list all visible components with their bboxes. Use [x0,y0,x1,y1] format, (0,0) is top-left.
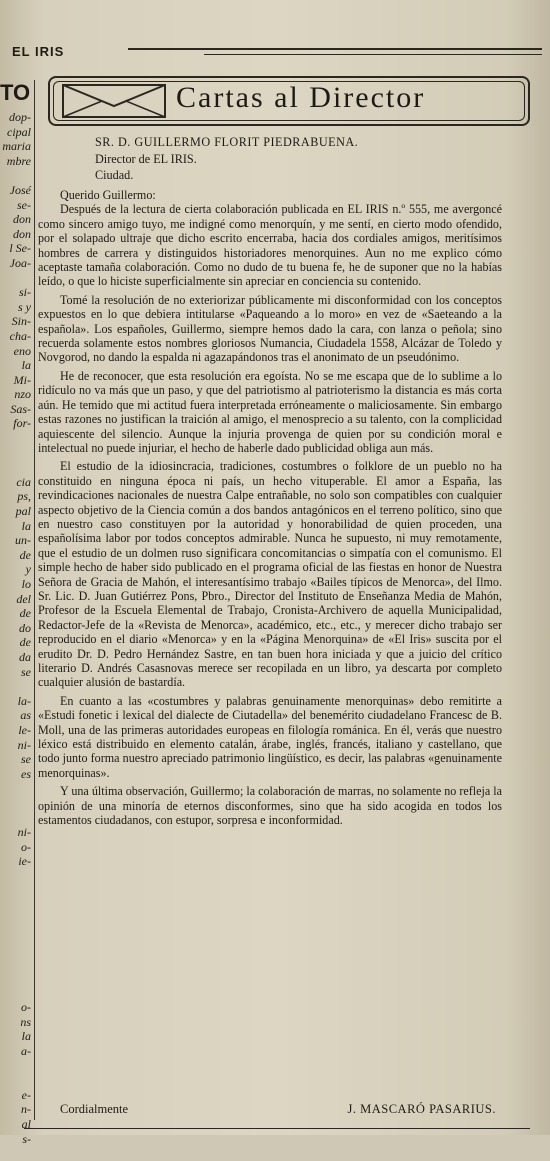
column-fragment-line [0,460,34,475]
column-fragment-line [0,942,34,957]
column-fragment-line [0,431,34,446]
column-fragment-line [0,1073,34,1088]
column-fragment-line: e- [21,1087,31,1102]
column-fragment-line: ie- [18,854,31,869]
envelope-icon [62,84,166,118]
section-title: Cartas al Director [176,81,426,114]
masthead [8,40,542,62]
column-fragment-line: le- [18,722,31,737]
column-fragment-line [0,927,34,942]
column-fragment-line: cia [16,474,31,489]
column-fragment-line: maria [2,139,31,154]
adjacent-column-heading: TO [0,80,31,105]
column-fragment-line: ni- [17,737,31,752]
column-fragment-line: se- [17,197,31,212]
column-fragment-line [0,883,34,898]
letter-paragraph: El estudio de la idiosincracia, tradiciones, costumbres o folklore de un pueblo no ha constituido en ninguna época ni país, un hecho vituperable. El amor a España, las revindicaciones nacionales de nuestra Calpe entrañable, no solo son compatibles con cualquier aspecto objetivo de la Ciencia común a dos bandos antagónicos en el terreno político, sino que en nuestro caso constituyen por la autoridad y honorabilidad de quien proceden, una españolísima labor por todos conceptos admirable. Nunca he supuesto, ni muy remotamente, que el estudio de un dolmen ruso significara concomitancias o simpatía con el comunismo. El simple hecho de haber sido publicado en el programa oficial de las fiestas en honor de Nuestra Señora de Gracia de Mahón, el interesantísimo trabajo «Bailes típicos de Menorca», del Ilmo. Sr. Lic. D. Juan Gutiérrez Pons, Pbro., Director del Instituto de Enseñanza Media de Mahón, Profesor de la Escuela Elemental de Trabajo, Cronista-Archivero de aquella Municipalidad, Redactor-Jefe de la «Revista de Menorca», académico, etc., etc., y merecer dicho trabajo ser reproducido en el diario «Menorca» y en la «Página Menorquina» de «El Iris» suscita por el erudito Dr. D. Pedro Hernández Sastre, en tan buen hora iniciada y que a juicio del crítico literario D. Andrés Casasnovas merece ser recopilada en un libro, ya descarta por completo cualquier alusión de bastardía. [38,459,502,690]
column-fragment-line: eno [13,343,31,358]
letter-paragraph: Tomé la resolución de no exteriorizar públicamente mi disconformidad con los conceptos expuestos en lo que debiera intitularse «Paqueando a lo moro» en vez de «Saeteando a la española». Los españoles, Guillermo, siempre hemos dado la cara, con lanza o peñola; sino recuerda solamente estos nombres gloriosos Numancia, Ciudadela 1558, Alcázar de Toledo y Novgorod, no dando la espalda ni agazapándonos tras el anonimato de un pseudónimo. [38,292,502,365]
column-fragment-line: la [21,1029,31,1044]
column-fragment-line [0,898,34,913]
column-fragment-line: don [13,212,31,227]
adjacent-column-fragment [0,80,35,1146]
column-fragment-line: mbre [6,153,31,168]
address-position: Director de EL IRIS. [95,151,197,166]
column-fragment-line [0,446,34,461]
adjacent-column-text [0,110,34,1161]
column-fragment-line: de [19,547,31,562]
letter-paragraph: En cuanto a las «costumbres y palabras genuinamente menorquinas» debo remitirte a «Estudi fonetic i lexical del dialecte de Ciutadella» del benemérito ciudadelano Francesc de B. Moll, una de las primeras autoridades europeas en filología románica. En él, verás que nuestro léxico está distribuido en elemento catalán, árabe, inglés, francés, italiano y castellano, que todo junto forma nuestro apreciado patrimonio lingüístico, es decir, las palabras «genuinamente menorquinas». [38,693,502,780]
column-fragment-line [0,168,34,183]
column-fragment-line: Sin- [11,314,31,329]
column-fragment-line: ns [20,1014,31,1029]
letter-paragraph: Después de la lectura de cierta colaboración publicada en EL IRIS n.º 555, me avergoncé como sincero amigo tuyo, me indigné como menorquín, y me sentí, en cierto modo ofendido, por el solapado ultraje que dicho escrito encerraba, hacia dos cordiales amigos, meritísimos hombres de carrera y distinguidos historiadores menorquines. Aun no me explico cómo aceptaste tamaña colaboración. Como no dudo de tu buena fe, he de suponer que no la habías leído, o que lo hiciste superficialmente sin apreciar en conciencia su contenido. [38,202,502,289]
column-fragment-line: o- [21,1000,31,1015]
column-fragment-line [0,913,34,928]
column-fragment-line [0,956,34,971]
column-fragment-line [0,869,34,884]
column-fragment-line: dop- [9,110,31,124]
column-fragment-line: pal [15,504,31,519]
column-fragment-line: a- [21,1044,31,1058]
column-fragment-line: si- [19,285,31,300]
column-fragment-line [0,811,34,826]
column-fragment-line: de [19,606,31,621]
column-fragment-line: Joa- [9,255,31,270]
letter-address [95,134,358,184]
column-fragment-line: nzo [14,387,31,402]
masthead-rule-thin [204,54,542,55]
column-fragment-line: del [16,591,31,606]
letter-paragraph: Y una última observación, Guillermo; la colaboración de marras, no solamente no refleja la opinión de una minoría de eternos disconformes, sino que ha sido acogida en todos los estamentos ciudadanos, con estupor, sorpresa e inconformidad. [38,784,502,828]
column-fragment-line [0,986,34,1001]
column-fragment-line: cha- [9,328,31,343]
column-fragment-line: la- [17,693,31,708]
column-fragment-line [0,971,34,986]
column-fragment-line: s- [22,1131,31,1146]
section-title-box [48,76,530,126]
column-fragment-line [0,271,34,286]
column-fragment-line: José [9,182,31,197]
column-fragment-line: l Se- [9,241,31,256]
letter-greeting: Querido Guillermo: [60,188,156,202]
address-recipient: SR. D. GUILLERMO FLORIT PIEDRABUENA. [95,135,359,149]
signature: J. MASCARÓ PASARIUS. [347,1102,496,1116]
column-fragment-line: es [21,766,31,781]
bottom-rule [24,1128,530,1129]
column-fragment-line: un- [15,533,31,548]
valediction: Cordialmente [60,1102,129,1116]
column-fragment-line: s y [18,299,31,314]
address-place: Ciudad. [95,168,134,182]
letter-paragraph: He de reconocer, que esta resolución era egoísta. No se me escapa que de lo sublime a lo ridículo no va más que un paso, y que del patriotismo al patrioterismo la distancia es más corta aún. He temido que mi actitud fuera interpretada erróneamente o maliciosamente. Sin embargo estas razones no justifican la traición al amigo, el menosprecio a su talento, con la complicidad aquiescente del silencio. Aunque la injuria provenga de quien por su condición moral e intelectual no puede injuriar, el hecho de haberle dado publicidad obliga aun más. [38,368,502,455]
column-fragment-line: se [21,664,31,679]
column-fragment-line [0,679,34,694]
column-fragment-line: ni- [17,825,31,840]
column-fragment-line: n- [21,1102,31,1117]
masthead-rule [128,48,542,50]
column-fragment-line: Sas- [10,401,31,416]
column-fragment-line: y [25,562,31,577]
masthead-name: EL IRIS [12,44,65,59]
column-fragment-line: cipal [7,124,31,139]
column-fragment-line [0,781,34,796]
column-fragment-line [0,1059,34,1074]
column-fragment-line [0,1146,34,1161]
letter-body [38,188,502,1108]
letter-closing [60,1102,500,1117]
column-fragment-line: al [21,1116,31,1131]
column-fragment-line: don [13,226,31,241]
column-fragment-line: as [20,708,31,723]
column-fragment-line: la [21,358,31,373]
column-fragment-line: Mi- [13,372,31,387]
column-fragment-line: o- [21,839,31,854]
column-fragment-line: lo [21,577,31,591]
column-fragment-line: for- [13,416,31,431]
column-fragment-line: se [21,752,31,767]
column-fragment-line: do [19,620,31,635]
column-fragment-line: da [19,649,31,664]
column-fragment-line [0,796,34,811]
column-fragment-line: la [21,518,31,533]
column-fragment-line: ps, [17,489,31,504]
column-fragment-line: de [19,635,31,650]
